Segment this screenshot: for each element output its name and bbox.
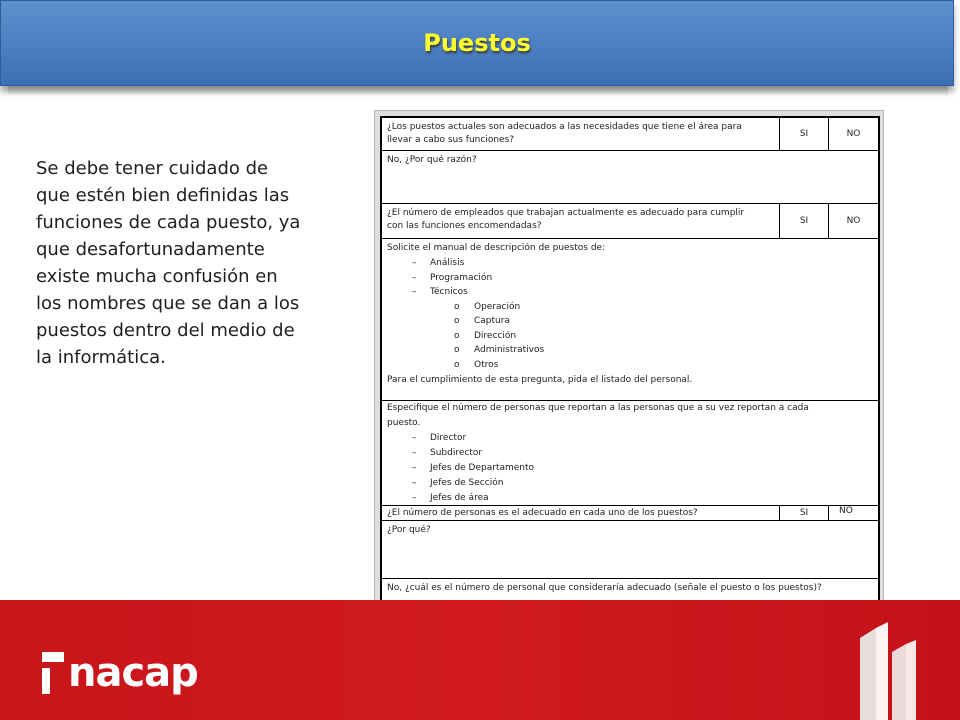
sub-list-item: o Otros xyxy=(454,360,499,370)
decorative-bars-icon xyxy=(858,620,918,720)
question-row-5 xyxy=(382,401,878,506)
question-text: ¿El número de personas es el adecuado en cada uno de los puestos? xyxy=(387,508,698,518)
page-title: Puestos xyxy=(423,29,531,57)
logo-mark-icon xyxy=(42,652,66,694)
question-row-3 xyxy=(382,204,878,239)
answer-yes-cell[interactable]: SI xyxy=(780,118,829,150)
question-cell xyxy=(382,506,780,520)
sub-list-item: o Captura xyxy=(454,316,510,326)
logo-text: nacap xyxy=(68,650,198,696)
list-item: – Jefes de área xyxy=(412,493,489,503)
intro-paragraph xyxy=(36,155,326,371)
question-row-7 xyxy=(382,521,878,579)
intro-line: puestos dentro del medio de xyxy=(36,320,295,341)
answer-yes-cell[interactable]: SI xyxy=(780,204,829,238)
list-item: – Técnicos xyxy=(412,287,468,297)
question-text xyxy=(387,207,744,233)
question-text: No, ¿Por qué razón? xyxy=(387,155,477,165)
intro-line: funciones de cada puesto, ya xyxy=(36,212,301,233)
question-line: ¿El número de empleados que trabajan actualmente es adecuado para cumplir xyxy=(387,208,745,218)
question-cell xyxy=(382,204,780,238)
banner-shadow xyxy=(8,86,948,96)
question-row-2 xyxy=(382,151,878,204)
inacap-logo xyxy=(42,644,198,694)
list-item: – Director xyxy=(412,433,467,443)
answer-no-cell[interactable]: NO xyxy=(846,216,861,226)
answer-no-cell[interactable]: NO xyxy=(839,506,853,516)
question-row-1 xyxy=(382,118,878,151)
question-text: No, ¿cuál es el número de personal que consideraría adecuado (señale el puesto o los puestos)? xyxy=(387,583,822,593)
question-line: con las funciones encomendadas? xyxy=(387,221,542,231)
question-text: ¿Por qué? xyxy=(387,525,431,535)
intro-line: que desafortunadamente xyxy=(36,239,265,260)
question-line: Especifique el número de personas que reportan a las personas que a su vez reportan a cada xyxy=(387,403,809,413)
list-item: – Subdirector xyxy=(412,448,483,458)
intro-line: existe mucha confusión en xyxy=(36,266,278,287)
question-line: puesto. xyxy=(387,418,421,428)
list-item: – Análisis xyxy=(412,258,465,268)
question-line: llevar a cabo sus funciones? xyxy=(387,135,515,145)
intro-line: la informática. xyxy=(36,347,166,368)
answer-yes-cell[interactable]: SI xyxy=(780,506,829,520)
intro-line: Se debe tener cuidado de xyxy=(36,158,269,179)
sub-list-item: o Administrativos xyxy=(454,345,545,355)
question-cell xyxy=(382,118,780,150)
intro-line: que estén bien definidas las xyxy=(36,185,290,206)
question-row-4 xyxy=(382,239,878,401)
question-text: Solicite el manual de descripción de puestos de: xyxy=(387,243,606,253)
list-item: – Jefes de Departamento xyxy=(412,463,535,473)
questionnaire-table xyxy=(380,116,880,654)
question-text xyxy=(387,121,742,147)
list-item: – Programación xyxy=(412,273,493,283)
sub-list-item: o Dirección xyxy=(454,331,517,341)
question-line: ¿Los puestos actuales son adecuados a las necesidades que tiene el área para xyxy=(387,122,742,132)
title-banner xyxy=(0,0,954,86)
sub-list-item: o Operación xyxy=(454,302,521,312)
question-note: Para el cumplimiento de esta pregunta, pida el listado del personal. xyxy=(387,375,693,385)
answer-no-cell[interactable]: NO xyxy=(846,129,861,139)
intro-line: los nombres que se dan a los xyxy=(36,293,300,314)
question-row-6 xyxy=(382,506,878,521)
list-item: – Jefes de Sección xyxy=(412,478,504,488)
